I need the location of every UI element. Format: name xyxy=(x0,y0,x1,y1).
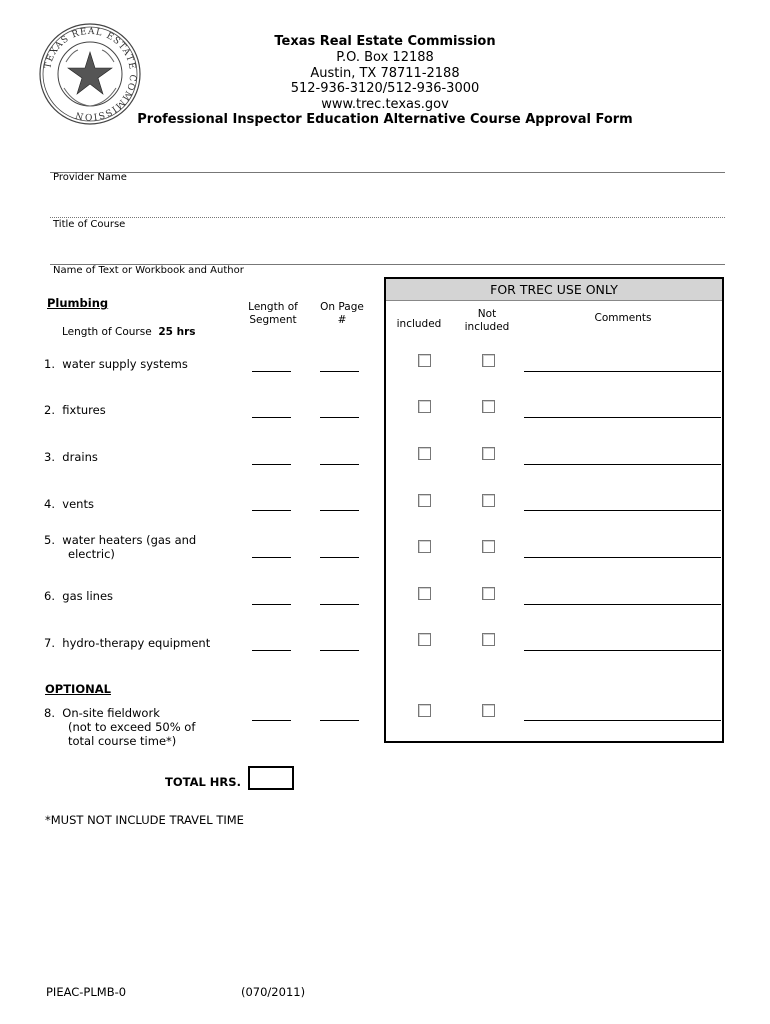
comment-input[interactable] xyxy=(524,557,721,558)
page-number-input[interactable] xyxy=(320,371,359,372)
item-label-line-3: total course time*) xyxy=(68,734,177,748)
included-checkbox[interactable] xyxy=(418,704,431,717)
page-number-input[interactable] xyxy=(320,557,359,558)
not-included-checkbox[interactable] xyxy=(482,447,495,460)
page-col-header xyxy=(312,301,372,327)
included-checkbox[interactable] xyxy=(418,587,431,600)
not-included-line-1: Not xyxy=(477,308,497,320)
list-item xyxy=(44,636,210,650)
included-checkbox[interactable] xyxy=(418,633,431,646)
list-item xyxy=(44,533,196,561)
website: www.trec.texas.gov xyxy=(321,97,449,112)
travel-time-note: *MUST NOT INCLUDE TRAVEL TIME xyxy=(45,813,244,827)
segment-header-line-1: Length of xyxy=(248,301,298,313)
form-id: PIEAC-PLMB-0 xyxy=(46,985,127,999)
segment-length-input[interactable] xyxy=(252,604,291,605)
segment-length-input[interactable] xyxy=(252,650,291,651)
item-label-line-2: electric) xyxy=(68,547,115,561)
org-name: Texas Real Estate Commission xyxy=(274,34,496,49)
item-label: drains xyxy=(62,450,98,464)
item-number: 4. xyxy=(44,497,55,511)
seal-ring-text: TEXAS REAL ESTATE COMMISSION xyxy=(43,26,138,122)
not-included-checkbox[interactable] xyxy=(482,400,495,413)
item-label-line-1: water heaters (gas and xyxy=(62,533,197,547)
included-checkbox[interactable] xyxy=(418,400,431,413)
course-length xyxy=(62,326,196,338)
item-label-line-1: On-site fieldwork xyxy=(62,706,160,720)
list-item xyxy=(44,497,94,511)
included-checkbox[interactable] xyxy=(418,447,431,460)
item-label: gas lines xyxy=(62,589,114,603)
page-number-input[interactable] xyxy=(320,720,359,721)
not-included-line-2: included xyxy=(464,321,510,333)
page-number-input[interactable] xyxy=(320,510,359,511)
course-length-value: 25 hrs xyxy=(158,326,196,338)
form-date: (070/2011) xyxy=(241,985,306,999)
included-col-header: included xyxy=(396,318,442,330)
not-included-checkbox[interactable] xyxy=(482,704,495,717)
course-title-field[interactable] xyxy=(50,217,725,218)
comments-col-header: Comments xyxy=(594,312,652,324)
comment-input[interactable] xyxy=(524,604,721,605)
not-included-checkbox[interactable] xyxy=(482,540,495,553)
comment-input[interactable] xyxy=(524,720,721,721)
segment-length-input[interactable] xyxy=(252,371,291,372)
item-label: vents xyxy=(62,497,94,511)
list-item xyxy=(44,706,195,748)
included-checkbox[interactable] xyxy=(418,494,431,507)
item-number: 5. xyxy=(44,533,55,547)
item-number: 7. xyxy=(44,636,55,650)
item-number: 2. xyxy=(44,403,55,417)
comment-input[interactable] xyxy=(524,510,721,511)
list-item xyxy=(44,357,188,371)
list-item xyxy=(44,450,98,464)
included-checkbox[interactable] xyxy=(418,354,431,367)
provider-name-field[interactable] xyxy=(50,172,725,173)
comment-input[interactable] xyxy=(524,464,721,465)
not-included-checkbox[interactable] xyxy=(482,354,495,367)
address-line-1: P.O. Box 12188 xyxy=(336,50,434,65)
form-title: Professional Inspector Education Alternative Course Approval Form xyxy=(137,112,633,127)
item-number: 8. xyxy=(44,706,55,720)
item-number: 1. xyxy=(44,357,55,371)
not-included-checkbox[interactable] xyxy=(482,587,495,600)
list-item xyxy=(44,589,113,603)
comment-input[interactable] xyxy=(524,371,721,372)
item-number: 3. xyxy=(44,450,55,464)
page-number-input[interactable] xyxy=(320,464,359,465)
page-header-line-2: # xyxy=(337,314,347,326)
item-label-line-2: (not to exceed 50% of xyxy=(68,720,196,734)
page-number-input[interactable] xyxy=(320,604,359,605)
course-title-label: Title of Course xyxy=(53,219,126,230)
total-hours-input[interactable] xyxy=(248,766,294,790)
segment-length-input[interactable] xyxy=(252,464,291,465)
not-included-col-header xyxy=(460,308,514,334)
segment-length-input[interactable] xyxy=(252,417,291,418)
segment-length-input[interactable] xyxy=(252,720,291,721)
comment-input[interactable] xyxy=(524,650,721,651)
included-checkbox[interactable] xyxy=(418,540,431,553)
item-number: 6. xyxy=(44,589,55,603)
item-label: fixtures xyxy=(62,403,106,417)
page-number-input[interactable] xyxy=(320,417,359,418)
text-author-label: Name of Text or Workbook and Author xyxy=(53,265,244,276)
provider-name-label: Provider Name xyxy=(53,172,127,183)
page-header-line-1: On Page xyxy=(320,301,364,313)
item-label: water supply systems xyxy=(62,357,188,371)
not-included-checkbox[interactable] xyxy=(482,633,495,646)
segment-header-line-2: Segment xyxy=(249,314,297,326)
item-label: hydro-therapy equipment xyxy=(62,636,211,650)
comment-input[interactable] xyxy=(524,417,721,418)
phone-numbers: 512-936-3120/512-936-3000 xyxy=(290,81,480,96)
course-length-label: Length of Course xyxy=(62,326,152,338)
address-line-2: Austin, TX 78711-2188 xyxy=(310,66,460,81)
optional-title: OPTIONAL xyxy=(45,682,111,696)
section-title: Plumbing xyxy=(47,296,109,310)
not-included-checkbox[interactable] xyxy=(482,494,495,507)
trec-use-only-header: FOR TREC USE ONLY xyxy=(386,279,722,301)
page-number-input[interactable] xyxy=(320,650,359,651)
list-item xyxy=(44,403,106,417)
segment-length-input[interactable] xyxy=(252,557,291,558)
segment-col-header xyxy=(240,301,306,327)
segment-length-input[interactable] xyxy=(252,510,291,511)
total-hours-label: TOTAL HRS. xyxy=(165,775,241,789)
